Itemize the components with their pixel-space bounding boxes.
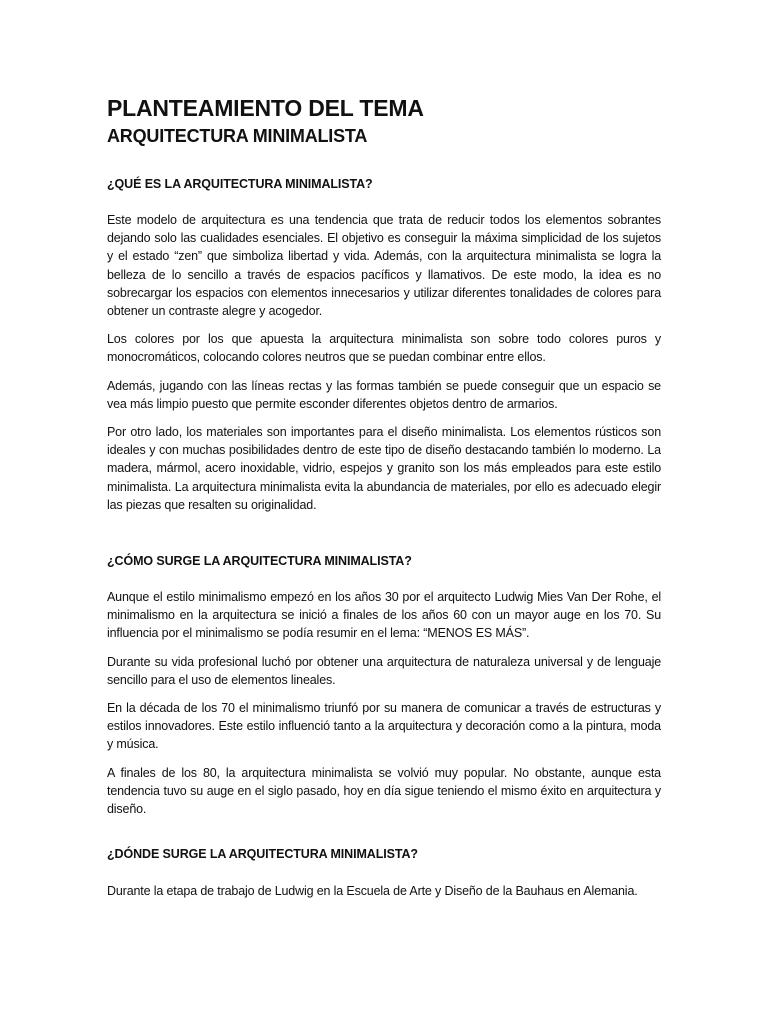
paragraph: Además, jugando con las líneas rectas y las formas también se puede conseguir que un espacio se vea más limpio puesto que permite esconder diferentes objetos dentro de armarios. [107,378,661,411]
section-como-surge [107,553,661,818]
document-subtitle: ARQUITECTURA MINIMALISTA [107,126,368,146]
paragraph: Los colores por los que apuesta la arquitectura minimalista son sobre todo colores puros y monocromáticos, colocando colores neutros que se puedan combinar entre ellos. [107,332,661,365]
paragraph: Aunque el estilo minimalismo empezó en los años 30 por el arquitecto Ludwig Mies Van Der Rohe, el minimalismo en la arquitectura se inició a finales de los años 60 con un mayor auge en los 70. Su influencia por el minimalismo se podía resumir en el lema: “MENOS ES MÁS”. [107,590,661,641]
section-heading: ¿CÓMO SURGE LA ARQUITECTURA MINIMALISTA? [107,554,412,569]
paragraph: Durante la etapa de trabajo de Ludwig en la Escuela de Arte y Diseño de la Bauhaus en Alemania. [107,884,638,899]
section-heading: ¿QUÉ ES LA ARQUITECTURA MINIMALISTA? [107,177,373,191]
paragraph: Por otro lado, los materiales son importantes para el diseño minimalista. Los elementos rústicos son ideales y con muchas posibilidades dentro de este tipo de diseño destacando también lo moderno. La madera, mármol, acero inoxidable, vidrio, espejos y granito son los más empleados para este estilo minimalista. La arquitectura minimalista evita la abundancia de materiales, por ello es adecuado elegir las piezas que resalten su originalidad. [107,425,661,512]
document-title: PLANTEAMIENTO DEL TEMA [107,95,424,121]
section-donde-surge [107,846,661,900]
section-heading: ¿DÓNDE SURGE LA ARQUITECTURA MINIMALISTA? [107,847,418,862]
paragraph: En la década de los 70 el minimalismo triunfó por su manera de comunicar a través de estructuras y estilos innovadores. Este estilo influenció tanto a la arquitectura y decoración como a la pintura, moda y música. [107,701,661,752]
paragraph: Durante su vida profesional luchó por obtener una arquitectura de naturaleza universal y de lenguaje sencillo para el uso de elementos lineales. [107,654,661,687]
paragraph: Este modelo de arquitectura es una tendencia que trata de reducir todos los elementos sobrantes dejando solo las cualidades esenciales. El objetivo es conseguir la máxima simplicidad de los sujetos y el estado “zen” que simboliza libertad y vida. Además, con la arquitectura minimalista se logra la belleza de lo sencillo a través de espacios pacíficos y llamativos. De este modo, la idea es no sobrecargar los espacios con elementos innecesarios y utilizar diferentes tonalidades de colores para obtener un contraste alegre y acogedor. [107,213,661,319]
section-que-es [107,176,661,514]
paragraph: A finales de los 80, la arquitectura minimalista se volvió muy popular. No obstante, aunque esta tendencia tuvo su auge en el siglo pasado, hoy en día sigue teniendo el mismo éxito en arquitectura y diseño. [107,765,661,817]
document-body [107,95,661,900]
